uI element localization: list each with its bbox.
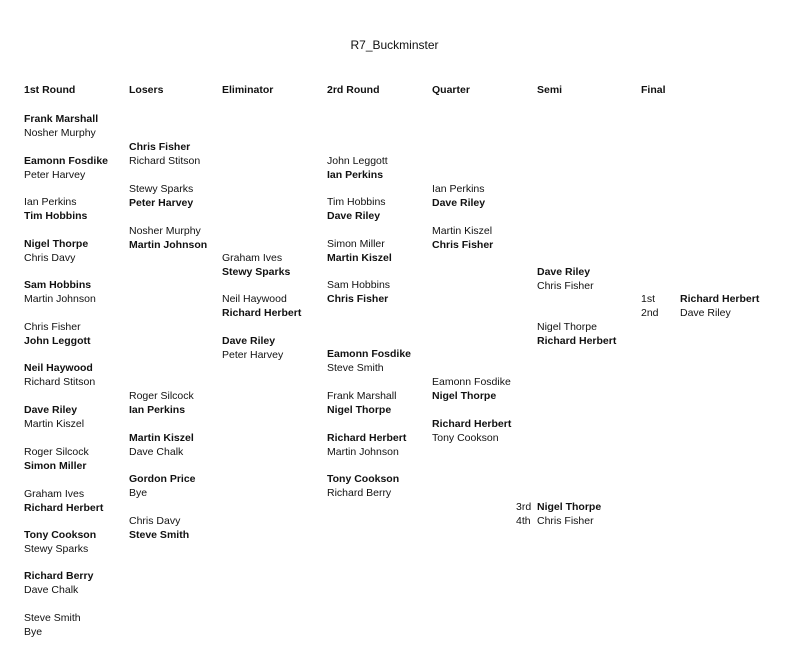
player-name: Chris Fisher xyxy=(432,239,494,251)
player-name: Peter Harvey xyxy=(24,169,86,181)
placing-label: 3rd xyxy=(516,501,532,513)
player-name: Neil Haywood xyxy=(24,362,93,374)
player-name: Stewy Sparks xyxy=(24,543,89,555)
header-semi: Semi xyxy=(537,84,563,96)
player-name: Richard Herbert xyxy=(537,335,617,347)
player-name: Richard Berry xyxy=(327,487,392,499)
placing-label: 2nd xyxy=(641,307,659,319)
player-name: Roger Silcock xyxy=(24,446,89,458)
header-1st-round: 1st Round xyxy=(24,84,76,96)
player-name: Simon Miller xyxy=(327,238,385,250)
player-name: Eamonn Fosdike xyxy=(327,348,412,360)
player-name: Nigel Thorpe xyxy=(327,404,392,416)
player-name: Richard Herbert xyxy=(24,502,104,514)
player-name: Nigel Thorpe xyxy=(24,238,89,250)
player-name: Dave Chalk xyxy=(24,584,79,596)
placing-label: 4th xyxy=(516,515,531,527)
player-name: Bye xyxy=(129,487,148,499)
player-name: Peter Harvey xyxy=(129,197,194,209)
player-name: Steve Smith xyxy=(24,612,81,624)
header-quarter: Quarter xyxy=(432,84,470,96)
player-name: Graham Ives xyxy=(24,488,85,500)
player-name: Martin Johnson xyxy=(129,239,208,251)
player-name: Tony Cookson xyxy=(327,473,400,485)
player-name: Ian Perkins xyxy=(129,404,186,416)
player-name: Peter Harvey xyxy=(222,349,284,361)
player-name: Nigel Thorpe xyxy=(537,321,597,333)
player-name: Frank Marshall xyxy=(24,113,99,125)
player-name: John Leggott xyxy=(24,335,91,347)
player-name: Dave Riley xyxy=(680,307,731,319)
page-title: R7_Buckminster xyxy=(350,38,439,52)
header-eliminator: Eliminator xyxy=(222,84,274,96)
player-name: Chris Fisher xyxy=(129,141,191,153)
player-name: Chris Fisher xyxy=(24,321,81,333)
placing-label: 1st xyxy=(641,293,656,305)
player-name: Richard Herbert xyxy=(327,432,407,444)
player-name: Richard Berry xyxy=(24,570,94,582)
player-name: Ian Perkins xyxy=(24,196,77,208)
player-name: Eamonn Fosdike xyxy=(432,376,511,388)
player-name: Chris Davy xyxy=(129,515,181,527)
player-name: Martin Kiszel xyxy=(129,432,194,444)
player-name: Ian Perkins xyxy=(327,169,384,181)
player-name: Chris Davy xyxy=(24,252,76,264)
player-name: Tim Hobbins xyxy=(327,196,386,208)
player-name: Roger Silcock xyxy=(129,390,194,402)
player-name: Tony Cookson xyxy=(432,432,499,444)
player-name: Nigel Thorpe xyxy=(432,390,497,402)
player-name: Martin Kiszel xyxy=(432,225,493,237)
player-name: Steve Smith xyxy=(327,362,384,374)
player-name: Dave Riley xyxy=(432,197,486,209)
player-name: Martin Kiszel xyxy=(24,418,85,430)
player-name: Martin Johnson xyxy=(24,293,96,305)
player-name: Richard Herbert xyxy=(222,307,302,319)
player-name: Eamonn Fosdike xyxy=(24,155,109,167)
player-name: Nosher Murphy xyxy=(24,127,96,139)
player-name: Chris Fisher xyxy=(537,280,594,292)
header-2rd-round: 2rd Round xyxy=(327,84,380,96)
player-name: Dave Riley xyxy=(537,266,591,278)
header-losers: Losers xyxy=(129,84,164,96)
player-name: Dave Riley xyxy=(222,335,276,347)
player-name: Stewy Sparks xyxy=(129,183,194,195)
player-name: Dave Riley xyxy=(24,404,78,416)
player-name: Chris Fisher xyxy=(537,515,594,527)
player-name: John Leggott xyxy=(327,155,388,167)
player-name: Graham Ives xyxy=(222,252,283,264)
player-name: Richard Stitson xyxy=(129,155,201,167)
header-final: Final xyxy=(641,84,666,96)
player-name: Stewy Sparks xyxy=(222,266,291,278)
player-name: Martin Kiszel xyxy=(327,252,392,264)
player-name: Martin Johnson xyxy=(327,446,399,458)
player-name: Dave Chalk xyxy=(129,446,184,458)
player-name: Richard Herbert xyxy=(680,293,760,305)
player-name: Richard Herbert xyxy=(432,418,512,430)
player-name: Dave Riley xyxy=(327,210,381,222)
player-name: Simon Miller xyxy=(24,460,87,472)
player-name: Steve Smith xyxy=(129,529,190,541)
player-name: Ian Perkins xyxy=(432,183,485,195)
player-name: Frank Marshall xyxy=(327,390,397,402)
player-name: Nigel Thorpe xyxy=(537,501,602,513)
player-name: Sam Hobbins xyxy=(24,279,92,291)
player-name: Bye xyxy=(24,626,43,638)
player-name: Tony Cookson xyxy=(24,529,97,541)
player-name: Chris Fisher xyxy=(327,293,389,305)
player-name: Sam Hobbins xyxy=(327,279,391,291)
player-name: Gordon Price xyxy=(129,473,196,485)
player-name: Richard Stitson xyxy=(24,376,96,388)
player-name: Nosher Murphy xyxy=(129,225,201,237)
player-name: Neil Haywood xyxy=(222,293,287,305)
player-name: Tim Hobbins xyxy=(24,210,88,222)
